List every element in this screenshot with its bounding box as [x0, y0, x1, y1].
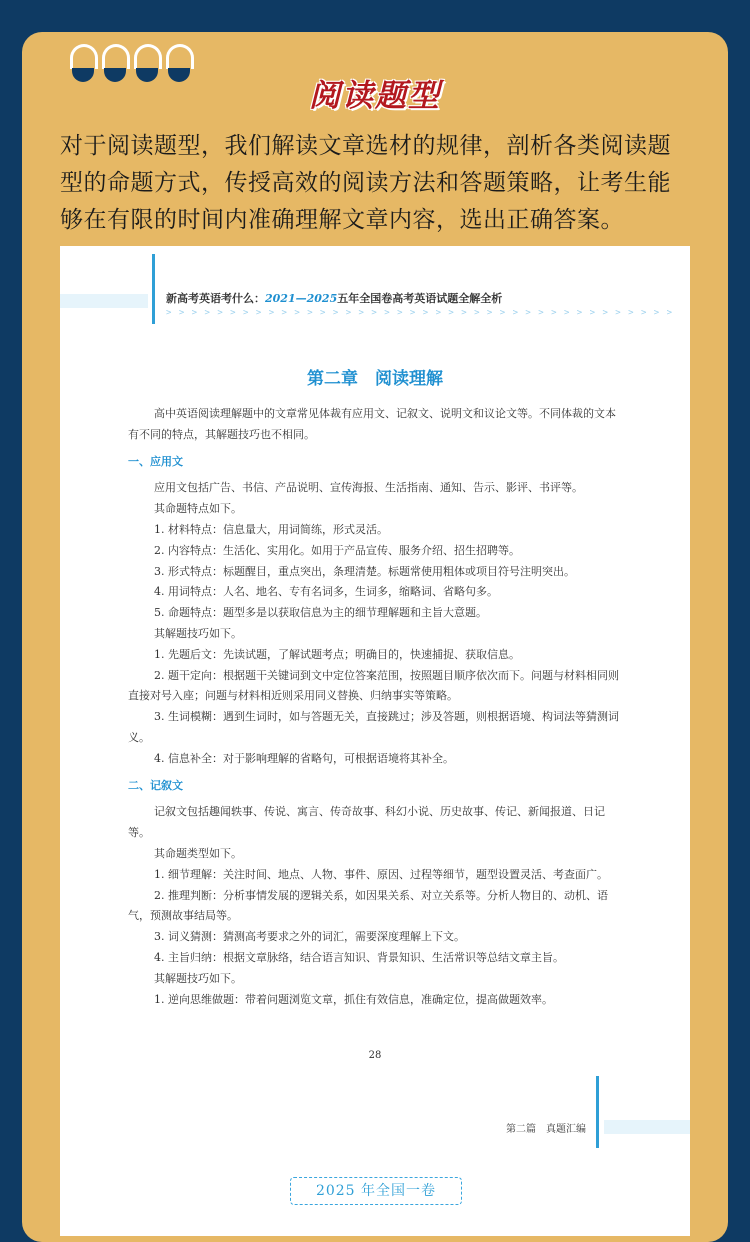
- paragraph: 4. 主旨归纳：根据文章脉络，结合语言知识、背景知识、生活常识等总结文章主旨。: [154, 950, 564, 964]
- section-title: 阅读题型: [309, 78, 441, 114]
- paragraph: 4. 用词特点：人名、地名、专有名词多，生词多，缩略词、省略句多。: [154, 585, 498, 599]
- paragraph: 1. 材料特点：信息量大，用词简练，形式灵活。: [154, 522, 388, 536]
- page-number: 28: [368, 1050, 382, 1061]
- paragraph: 记叙文包括趣闻轶事、传说、寓言、传奇故事、科幻小说、历史故事、传记、新闻报道、日记等。: [128, 805, 605, 840]
- footer-strip: [604, 1120, 690, 1134]
- paragraph: 3. 形式特点：标题醒目，重点突出，条理清楚。标题常使用粗体或项目符号注明突出。: [154, 564, 575, 578]
- paragraph: 2. 推理判断：分析事情发展的逻辑关系，如因果关系、对立关系等。分析人物目的、动机、语气，预测故事结局等。: [128, 888, 608, 923]
- paragraph: 1. 先题后文：先读试题，了解试题考点；明确目的，快速捕捉、获取信息。: [154, 647, 520, 661]
- exam-tag: 2025 年全国一卷: [290, 1177, 462, 1205]
- paragraph: 其命题特点如下。: [154, 502, 242, 516]
- section-heading: 一、应用文: [128, 454, 183, 468]
- header-years: 2021—2025: [265, 292, 338, 305]
- footer-accent-bar: [596, 1076, 599, 1148]
- page-body: [128, 404, 622, 1010]
- header-prefix: 新高考英语考什么：: [166, 292, 265, 305]
- header-accent-bar: [152, 254, 155, 324]
- chapter-title: 第二章 阅读理解: [307, 369, 443, 389]
- paragraph: 3. 生词模糊：遇到生词时，如与答题无关，直接跳过；涉及答题，则根据语境、构词法等猜测词义。: [128, 710, 619, 744]
- paragraph: 应用文包括广告、书信、产品说明、宣传海报、生活指南、通知、告示、影评、书评等。: [154, 481, 583, 495]
- paragraph: 5. 命题特点：题型多是以获取信息为主的细节理解题和主旨大意题。: [154, 606, 487, 620]
- running-header: [166, 290, 502, 306]
- book-page-preview: [60, 246, 690, 1236]
- intro-text: 对于阅读题型，我们解读文章选材的规律，剖析各类阅读题型的命题方式，传授高效的阅读方法和答题策略，让考生能够在有限的时间内准确理解文章内容，选出正确答案。: [60, 133, 671, 233]
- paragraph: 其命题类型如下。: [154, 846, 242, 860]
- paragraph: 4. 信息补全：对于影响理解的省略句，可根据语境将其补全。: [154, 751, 454, 765]
- section-heading: 二、记叙文: [128, 778, 183, 792]
- header-dash-line: > > > > > > > > > > > > > > > > > > > > > > > > > > > > > > > > > > > > > > > >: [166, 308, 674, 318]
- paragraph: 高中英语阅读理解题中的文章常见体裁有应用文、记叙文、说明文和议论文等。不同体裁的文本有不同的特点，其解题技巧也不相同。: [128, 407, 616, 441]
- paragraph: 其解题技巧如下。: [154, 971, 242, 985]
- paragraph: 1. 逆向思维做题：带着问题浏览文章，抓住有效信息，准确定位，提高做题效率。: [154, 992, 553, 1006]
- header-suffix: 五年全国卷高考英语试题全解全析: [337, 292, 503, 305]
- paragraph: 2. 内容特点：生活化、实用化。如用于产品宣传、服务介绍、招生招聘等。: [154, 543, 520, 557]
- paragraph: 1. 细节理解：关注时间、地点、人物、事件、原因、过程等细节，题型设置灵活、考查面广。: [154, 867, 608, 881]
- paragraph: 3. 词义猜测：猜测高考要求之外的词汇，需要深度理解上下文。: [154, 930, 465, 944]
- header-strip: [60, 294, 148, 308]
- paragraph: 其解题技巧如下。: [154, 626, 242, 640]
- running-footer: 第二篇 真题汇编: [506, 1124, 586, 1135]
- paragraph: 2. 题干定向：根据题干关键词到文中定位答案范围，按照题目顺序依次而下。问题与材料相同则直接对号入座；问题与材料相近则采用同义替换、归纳事实等策略。: [128, 668, 619, 703]
